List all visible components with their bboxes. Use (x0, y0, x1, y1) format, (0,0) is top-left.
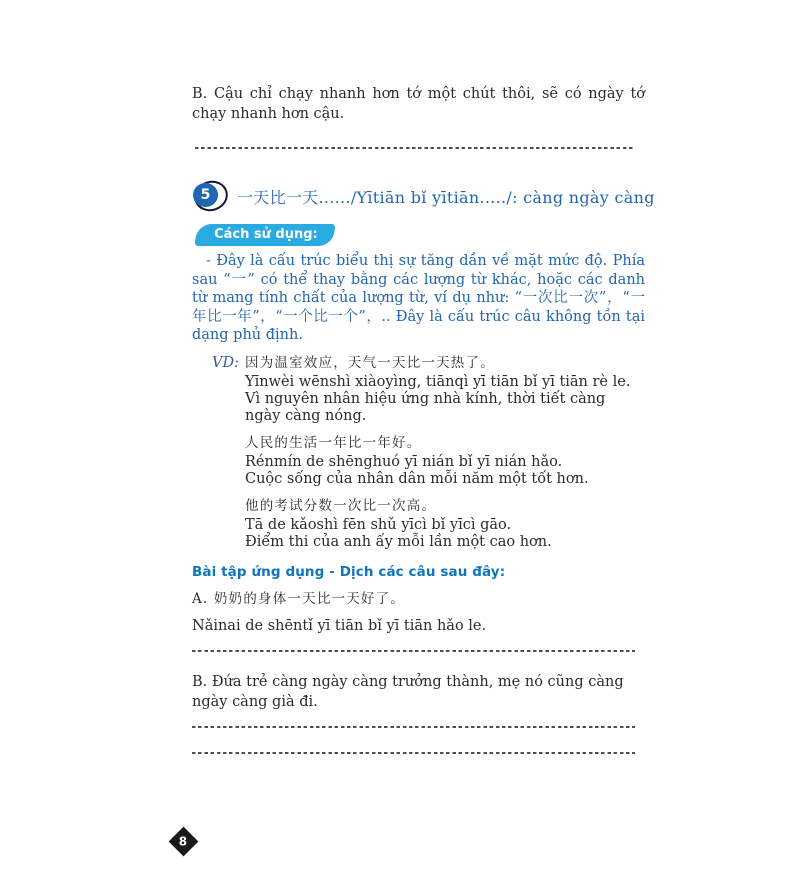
practice-heading: Bài tập ứng dụng - Dịch các câu sau đây: (192, 563, 506, 580)
section-header (192, 181, 655, 211)
example-2 (245, 433, 645, 488)
example-2-chinese: 人民的生活一年比一年好。 (245, 434, 422, 451)
page-number: 8 (179, 834, 188, 849)
answer-writing-line (192, 650, 635, 652)
page-content (192, 84, 655, 754)
usage-label-text: Cách sử dụng: (214, 227, 318, 242)
practice-sentence-a-chinese: A. 奶奶的身体一天比一天好了。 (192, 590, 406, 607)
section-number: 5 (193, 183, 218, 207)
example-1-chinese: 因为温室效应，天气一天比一天热了。 (245, 354, 495, 371)
example-3-pinyin: Tā de kǎoshì fēn shǔ yīcì bǐ yīcì gāo. (245, 516, 512, 533)
answer-writing-line (195, 147, 635, 149)
usage-description: - Đây là cấu trúc biểu thị sự tăng dần về mặt mức độ. Phía sau “一” có thể thay bằng các lượng từ khác, hoặc các danh từ mang tính chất của lượng từ, ví dụ như: “一次比一次”，“一年比一年”，“一个比一个”，.. Đây là cấu trúc câu không tồn tại dạng phủ định. (192, 253, 645, 343)
example-1-vietnamese: Vì nguyên nhân hiệu ứng nhà kính, thời tiết càng ngày càng nóng. (245, 390, 606, 424)
example-2-vietnamese: Cuộc sống của nhân dân mỗi năm một tốt hơn. (245, 470, 589, 487)
section-title: 一天比一天....../Yītiān bǐ yītiān...../: càng ngày càng (237, 187, 655, 207)
example-1 (245, 353, 645, 425)
example-3-vietnamese: Điểm thi của anh ấy mỗi lần một cao hơn. (245, 533, 552, 550)
example-label: VD: (212, 354, 239, 371)
usage-label-badge (194, 224, 335, 246)
practice-sentence-a-pinyin: Nǎinai de shēntǐ yī tiān bǐ yī tiān hǎo le. (192, 617, 487, 634)
page-number-badge (169, 827, 199, 857)
section-number-badge (192, 181, 228, 211)
example-2-pinyin: Rénmín de shēnghuó yī nián bǐ yī nián hǎo. (245, 453, 563, 470)
practice-sentence-b: B. Đứa trẻ càng ngày càng trưởng thành, mẹ nó cũng càng ngày càng già đi. (192, 673, 624, 710)
example-3 (245, 496, 645, 551)
example-1-pinyin: Yīnwèi wēnshì xiàoyìng, tiānqì yī tiān bǐ yī tiān rè le. (245, 373, 631, 390)
answer-writing-line (192, 752, 635, 754)
previous-exercise-sentence-b: B. Cậu chỉ chạy nhanh hơn tớ một chút thôi, sẽ có ngày tớ chạy nhanh hơn cậu. (192, 86, 645, 122)
example-3-chinese: 他的考试分数一次比一次高。 (245, 497, 437, 514)
answer-writing-line (192, 726, 635, 728)
examples-block (192, 353, 645, 551)
